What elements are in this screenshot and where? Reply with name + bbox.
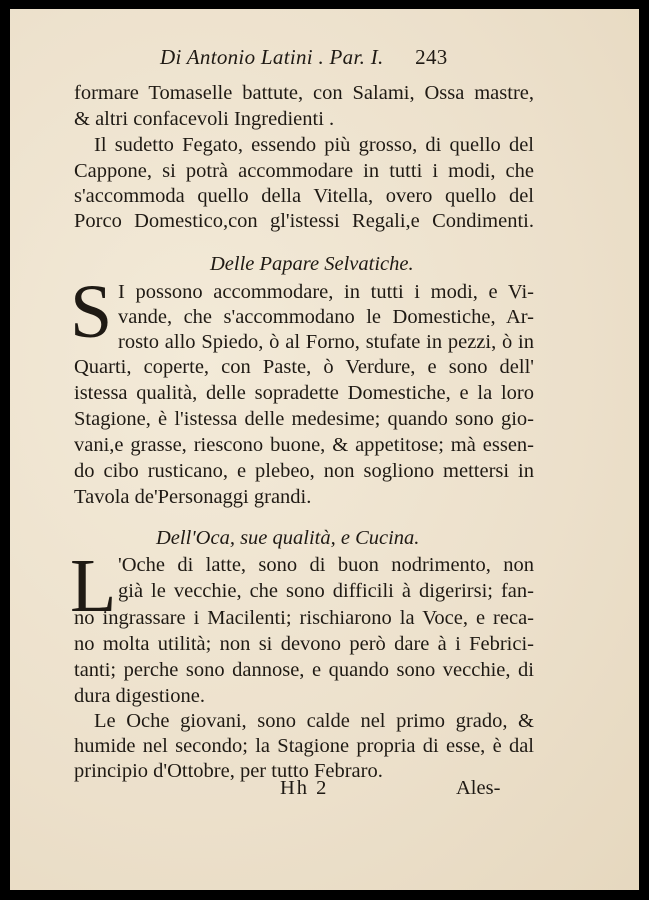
text-line: Cappone, si potrà accommodare in tutti i modi, che [74,160,534,182]
text-line: formare Tomaselle battute, con Salami, Ossa mastre, [74,82,534,104]
text-line: no ingrassare i Macilenti; rischiarono la Voce, e reca- [74,607,534,629]
text-line: & altri confacevoli Ingredienti . [74,108,335,130]
drop-capital: S [70,270,113,354]
text-line: Le Oche giovani, sono calde nel primo grado, & [94,710,534,732]
text-line: rosto allo Spiedo, ò al Forno, stufate in pezzi, ò in [118,331,534,353]
text-line: no molta utilità; non si devono però dare à i Febrici- [74,633,534,655]
text-line: s'accommoda quello della Vitella, overo quello del [74,185,534,207]
section-title-papare: Delle Papare Selvatiche. [210,253,414,275]
text-line: già le vecchie, che sono difficili à digerirsi; fan- [118,580,534,602]
section-title-oca: Dell'Oca, sue qualità, e Cucina. [156,527,420,549]
text-line: dura digestione. [74,685,205,707]
text-line: istessa qualità, delle sopradette Domestiche, e la loro [74,382,534,404]
drop-capital: L [70,544,117,628]
catchword: Ales- [456,777,501,799]
text-line: I possono accommodare, in tutti i modi, e Vi- [118,281,534,303]
text-line: principio d'Ottobre, per tutto Febraro. [74,760,383,782]
text-line: do cibo rusticano, e plebeo, non sogliono mettersi in [74,460,534,482]
text-line: Stagione, è l'istessa delle medesime; quando sono gio- [74,408,534,430]
text-line: Il sudetto Fegato, essendo più grosso, di quello del [94,134,534,156]
book-page [10,9,639,890]
page-number: 243 [415,45,448,69]
text-line: Porco Domestico,con gl'istessi Regali,e Condimenti. [74,210,534,232]
text-line: vande, che s'accommodano le Domestiche, Ar- [118,306,534,328]
running-header [160,45,448,70]
text-line: vani,e grasse, riescono buone, & appetitose; mà essen- [74,434,534,456]
text-line: tanti; perche sono dannose, e quando sono vecchie, di [74,659,534,681]
running-title: Di Antonio Latini . Par. I. [160,45,384,69]
text-line: Tavola de'Personaggi grandi. [74,486,312,508]
text-line: Quarti, coperte, con Paste, ò Verdure, e sono dell' [74,356,534,378]
text-line: humide nel secondo; la Stagione propria di esse, è dal [74,735,534,757]
text-line: 'Oche di latte, sono di buon nodrimento, non [118,554,534,576]
signature-mark: Hh 2 [280,777,329,799]
